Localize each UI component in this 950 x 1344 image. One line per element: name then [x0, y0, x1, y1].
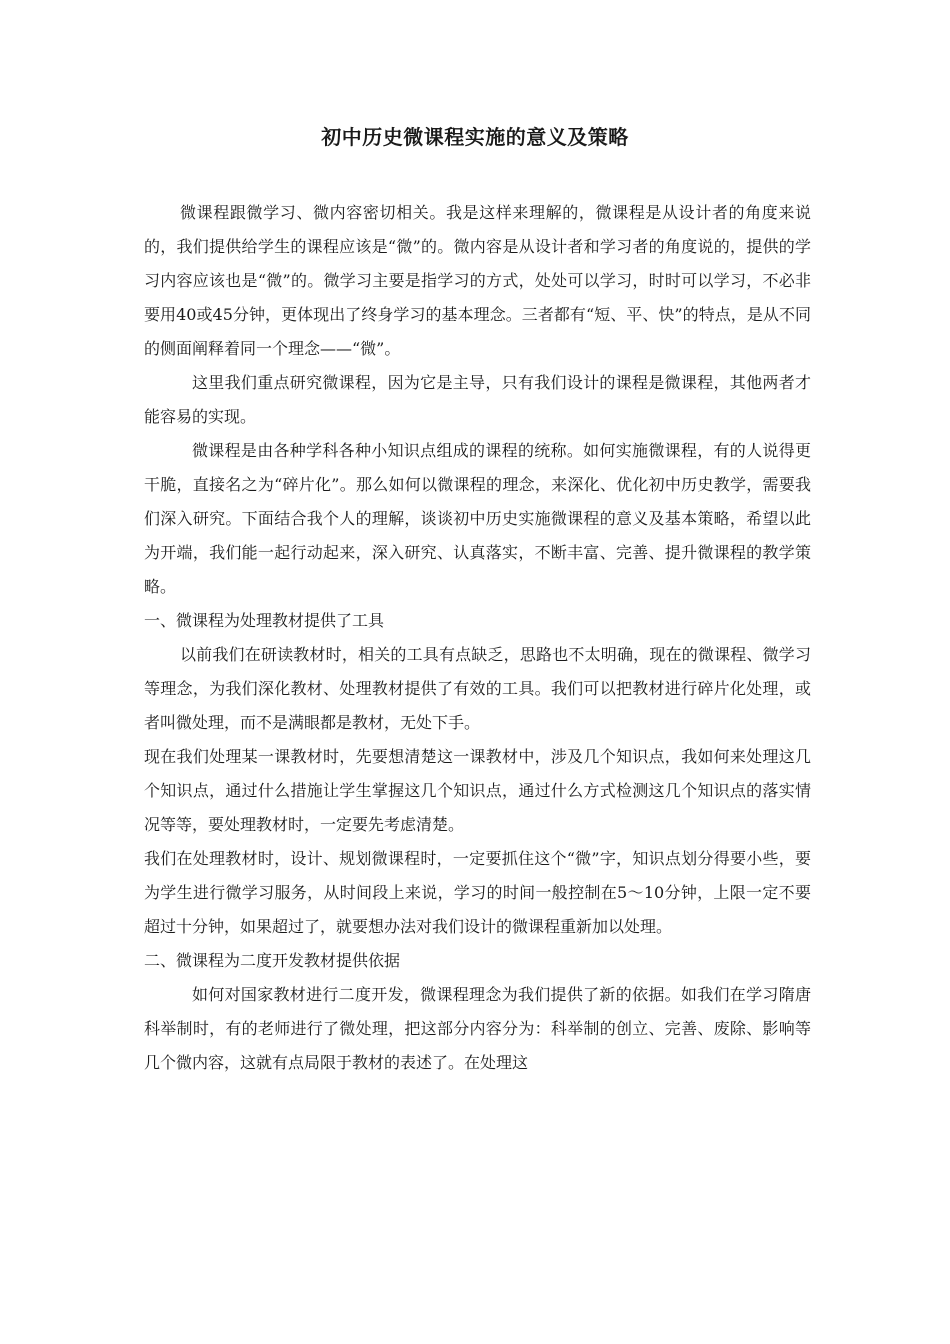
- document-body: [144, 196, 811, 1080]
- paragraph-micro: 我们在处理教材时，设计、规划微课程时，一定要抓住这个“微”字，知识点划分得要小些，要为学生进行微学习服务，从时间段上来说，学习的时间一般控制在5～10分钟，上限一定不要超过十分钟，如果超过了，就要想办法对我们设计的微课程重新加以处理。: [144, 849, 811, 936]
- paragraph-definition: 微课程是由各种学科各种小知识点组成的课程的统称。如何实施微课程，有的人说得更干脆，直接名之为“碎片化”。那么如何以微课程的理念，来深化、优化初中历史教学，需要我们深入研究。下面结合我个人的理解，谈谈初中历史实施微课程的意义及基本策略，希望以此为开端，我们能一起行动起来，深入研究、认真落实，不断丰富、完善、提升微课程的教学策略。: [144, 441, 811, 596]
- paragraph-processing: 现在我们处理某一课教材时，先要想清楚这一课教材中，涉及几个知识点，我如何来处理这几个知识点，通过什么措施让学生掌握这几个知识点，通过什么方式检测这几个知识点的落实情况等等，要处理教材时，一定要先考虑清楚。: [144, 747, 811, 834]
- paragraph-focus: 这里我们重点研究微课程，因为它是主导，只有我们设计的课程是微课程，其他两者才能容易的实现。: [144, 373, 811, 426]
- section-heading-2: 二、微课程为二度开发教材提供依据: [144, 951, 401, 970]
- document-title: 初中历史微课程实施的意义及策略: [321, 125, 629, 149]
- paragraph-intro: 微课程跟微学习、微内容密切相关。我是这样来理解的，微课程是从设计者的角度来说的，我们提供给学生的课程应该是“微”的。微内容是从设计者和学习者的角度说的，提供的学习内容应该也是“微”的。微学习主要是指学习的方式，处处可以学习，时时可以学习，不必非要用40或45分钟，更体现出了终身学习的基本理念。三者都有“短、平、快”的特点，是从不同的侧面阐释着同一个理念——“微”。: [144, 203, 811, 358]
- paragraph-development: 如何对国家教材进行二度开发，微课程理念为我们提供了新的依据。如我们在学习隋唐科举制时，有的老师进行了微处理，把这部分内容分为：科举制的创立、完善、废除、影响等几个微内容，这就有点局限于教材的表述了。在处理这: [144, 985, 811, 1072]
- section-heading-1: 一、微课程为处理教材提供了工具: [144, 611, 385, 630]
- paragraph-tools: 以前我们在研读教材时，相关的工具有点缺乏，思路也不太明确，现在的微课程、微学习等理念，为我们深化教材、处理教材提供了有效的工具。我们可以把教材进行碎片化处理，或者叫微处理，而不是满眼都是教材，无处下手。: [144, 645, 811, 732]
